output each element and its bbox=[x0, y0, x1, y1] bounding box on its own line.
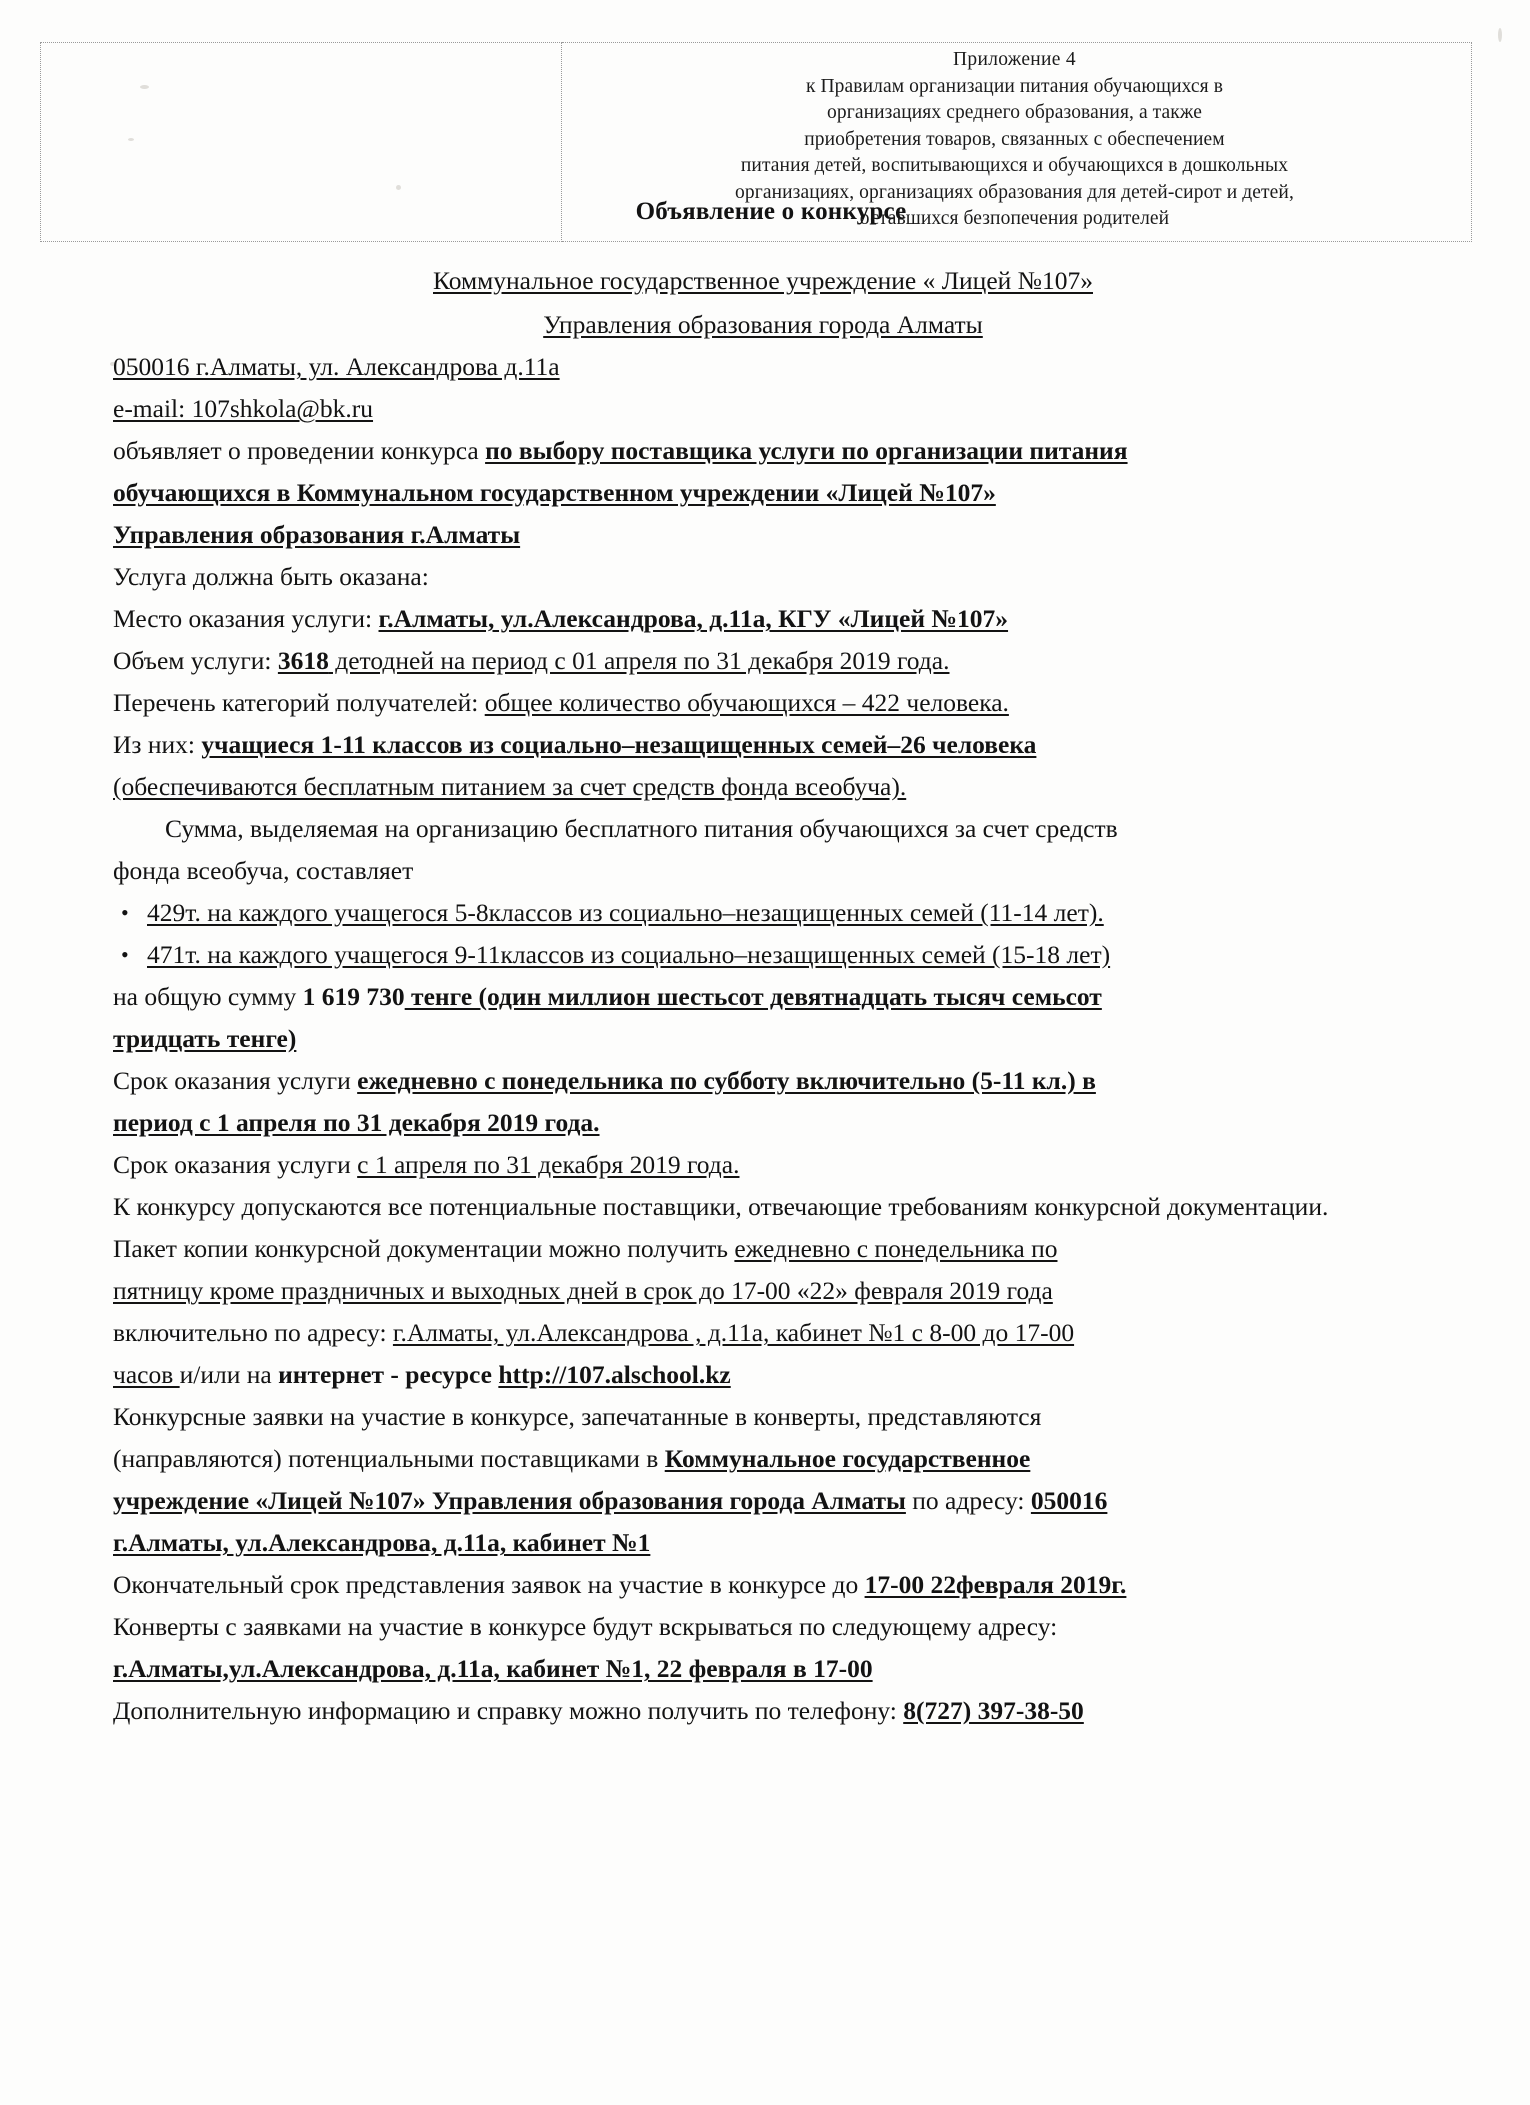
applications-line-3 bbox=[113, 1480, 1413, 1522]
funding-total-prefix: на общую сумму bbox=[113, 982, 303, 1011]
opening-address-value: г.Алматы,ул.Александрова, д.11а, кабинет №1, 22 февраля в 17-00 bbox=[113, 1654, 873, 1683]
contact-phone-number: 8(727) 397-38-50 bbox=[903, 1696, 1084, 1725]
organization-line-2 bbox=[113, 304, 1413, 346]
appendix-line-5: питания детей, воспитывающихся и обучающихся в дошкольных bbox=[740, 155, 1289, 176]
service-place-value: г.Алматы, ул.Александрова, д.11а, КГУ «Лицей №107» bbox=[378, 604, 1009, 633]
recipients-label: Перечень категорий получателей: bbox=[113, 688, 485, 717]
applications-recipient-2: учреждение «Лицей №107» Управления образования города Алматы bbox=[113, 1486, 906, 1515]
documentation-resource-label: интернет - ресурсе bbox=[278, 1360, 499, 1389]
documentation-andor: и/или на bbox=[179, 1360, 279, 1389]
applications-text-2: (направляются) потенциальными поставщиками в bbox=[113, 1444, 665, 1473]
documentation-address: г.Алматы, ул.Александрова , д.11а, кабинет №1 с 8-00 до 17-00 bbox=[392, 1318, 1075, 1347]
service-volume-line bbox=[113, 640, 1413, 682]
documentation-schedule-1: ежедневно с понедельника по bbox=[734, 1234, 1058, 1263]
service-provision-line: Услуга должна быть оказана: bbox=[113, 562, 429, 591]
contact-address-line bbox=[113, 346, 1413, 388]
of-them-note-line bbox=[113, 766, 1413, 808]
service-volume-rest: детодней на период с 01 апреля по 31 декабря 2019 года. bbox=[328, 646, 950, 675]
announce-subject-part-2: обучающихся в Коммунальном государственном учреждении «Лицей №107» bbox=[113, 478, 996, 507]
documentation-schedule-2: пятницу кроме праздничных и выходных дней в срок до 17-00 «22» февраля 2019 года bbox=[113, 1276, 1053, 1305]
funding-intro-text-1: Сумма, выделяемая на организацию бесплатного питания обучающихся за счет средств bbox=[165, 814, 1118, 843]
contact-email-line bbox=[113, 388, 1413, 430]
list-item bbox=[147, 892, 1413, 934]
applications-line-2 bbox=[113, 1438, 1413, 1480]
of-them-line bbox=[113, 724, 1413, 766]
funding-total-words-2: тридцать тенге) bbox=[113, 1024, 297, 1053]
service-place-line bbox=[113, 598, 1413, 640]
funding-total-amount: 1 619 730 bbox=[302, 982, 405, 1011]
organization-line-1 bbox=[113, 260, 1413, 302]
deadline-value: 17-00 22февраля 2019г. bbox=[864, 1570, 1127, 1599]
funding-intro-line-2: фонда всеобуча, составляет bbox=[113, 856, 414, 885]
list-item bbox=[147, 934, 1413, 976]
service-volume-number: 3618 bbox=[277, 646, 329, 675]
funding-bullet-1: 429т. на каждого учащегося 5-8классов из социально–незащищенных семей (11-14 лет). bbox=[147, 898, 1104, 927]
deadline-line bbox=[113, 1564, 1413, 1606]
documentation-text-1: Пакет копии конкурсной документации можно получить bbox=[113, 1234, 735, 1263]
applications-address-label: по адресу: bbox=[905, 1486, 1031, 1515]
eligibility-paragraph: К конкурсу допускаются все потенциальные поставщики, отвечающие требованиям конкурсной документации. bbox=[113, 1192, 1329, 1221]
deadline-label: Окончательный срок представления заявок на участие в конкурсе до bbox=[113, 1570, 865, 1599]
page-title: Объявление о конкурсе bbox=[635, 198, 907, 225]
announce-subject-part-1: по выбору поставщика услуги по организации питания bbox=[485, 436, 1128, 465]
announcement-subject-line-3 bbox=[113, 514, 1413, 556]
applications-recipient-1: Коммунальное государственное bbox=[664, 1444, 1031, 1473]
postal-address: 050016 г.Алматы, ул. Александрова д.11а bbox=[113, 352, 560, 381]
documentation-text-3: включительно по адресу: bbox=[113, 1318, 393, 1347]
service-period-2-label: Срок оказания услуги bbox=[113, 1150, 358, 1179]
appendix-line-1: Приложение 4 bbox=[953, 49, 1076, 70]
documentation-line-2 bbox=[113, 1270, 1413, 1312]
service-period-value-2: период с 1 апреля по 31 декабря 2019 года. bbox=[113, 1108, 600, 1137]
service-period-2-value: с 1 апреля по 31 декабря 2019 года. bbox=[357, 1150, 740, 1179]
email-address: e-mail: 107shkola@bk.ru bbox=[113, 394, 374, 423]
recipients-line bbox=[113, 682, 1413, 724]
documentation-line-4 bbox=[113, 1354, 1413, 1396]
service-period-label: Срок оказания услуги bbox=[113, 1066, 358, 1095]
organization-name: Коммунальное государственное учреждение « Лицей №107» bbox=[433, 266, 1093, 295]
applications-line-1: Конкурсные заявки на участие в конкурсе, запечатанные в конверты, представляются bbox=[113, 1402, 1042, 1431]
documentation-line-3 bbox=[113, 1312, 1413, 1354]
applications-line-4 bbox=[113, 1522, 1413, 1564]
opening-line: Конверты с заявками на участие в конкурсе будут вскрываться по следующему адресу: bbox=[113, 1612, 1058, 1641]
funding-total-line-1 bbox=[113, 976, 1413, 1018]
appendix-line-4: приобретения товаров, связанных с обеспечением bbox=[804, 128, 1225, 150]
scan-speck bbox=[1498, 28, 1502, 42]
of-them-note: (обеспечиваются бесплатным питанием за счет средств фонда всеобуча). bbox=[113, 772, 907, 801]
funding-bullet-list bbox=[113, 892, 1413, 976]
recipients-value: общее количество обучающихся – 422 человека. bbox=[484, 688, 1009, 717]
service-period-value-1: ежедневно с понедельника по субботу включительно (5-11 кл.) в bbox=[357, 1066, 1096, 1095]
service-period-2-line bbox=[113, 1144, 1413, 1186]
service-place-label: Место оказания услуги: bbox=[113, 604, 379, 633]
announcement-subject-line-2 bbox=[113, 472, 1413, 514]
funding-total-line-2 bbox=[113, 1018, 1413, 1060]
applications-address-value: г.Алматы, ул.Александрова, д.11а, кабинет №1 bbox=[113, 1528, 651, 1557]
appendix-line-3: организациях среднего образования, а также bbox=[827, 102, 1202, 123]
organization-department: Управления образования города Алматы bbox=[543, 310, 983, 339]
documentation-website-link[interactable]: http://107.alschool.kz bbox=[498, 1360, 731, 1389]
funding-total-words-1: тенге (один миллион шестьсот девятнадцать тысяч семьсот bbox=[404, 982, 1102, 1011]
appendix-line-7: оставшихся безпопечения родителей bbox=[859, 208, 1170, 229]
applications-postal-code: 050016 bbox=[1030, 1486, 1108, 1515]
funding-intro-line-1 bbox=[113, 808, 1413, 850]
document-body bbox=[113, 248, 1413, 1732]
announcement-lead-line bbox=[113, 430, 1413, 472]
of-them-label: Из них: bbox=[113, 730, 202, 759]
funding-bullet-2: 471т. на каждого учащегося 9-11классов из социально–незащищенных семей (15-18 лет) bbox=[147, 940, 1111, 969]
appendix-line-2: к Правилам организации питания обучающихся в bbox=[805, 75, 1224, 97]
announce-subject-part-3: Управления образования г.Алматы bbox=[113, 520, 521, 549]
appendix-line-6: организациях, организациях образования для детей-сирот и детей, bbox=[735, 181, 1294, 203]
service-period-line-2 bbox=[113, 1102, 1413, 1144]
documentation-hours: часов bbox=[113, 1360, 180, 1389]
announce-lead-text: объявляет о проведении конкурса bbox=[113, 436, 486, 465]
contact-info-label: Дополнительную информацию и справку можно получить по телефону: bbox=[113, 1696, 904, 1725]
service-volume-label: Объем услуги: bbox=[113, 646, 278, 675]
documentation-line-1 bbox=[113, 1228, 1413, 1270]
service-period-line-1 bbox=[113, 1060, 1413, 1102]
of-them-value: учащиеся 1-11 классов из социально–незащищенных семей–26 человека bbox=[201, 730, 1037, 759]
contact-info-line bbox=[113, 1690, 1413, 1732]
opening-address-line bbox=[113, 1648, 1413, 1690]
